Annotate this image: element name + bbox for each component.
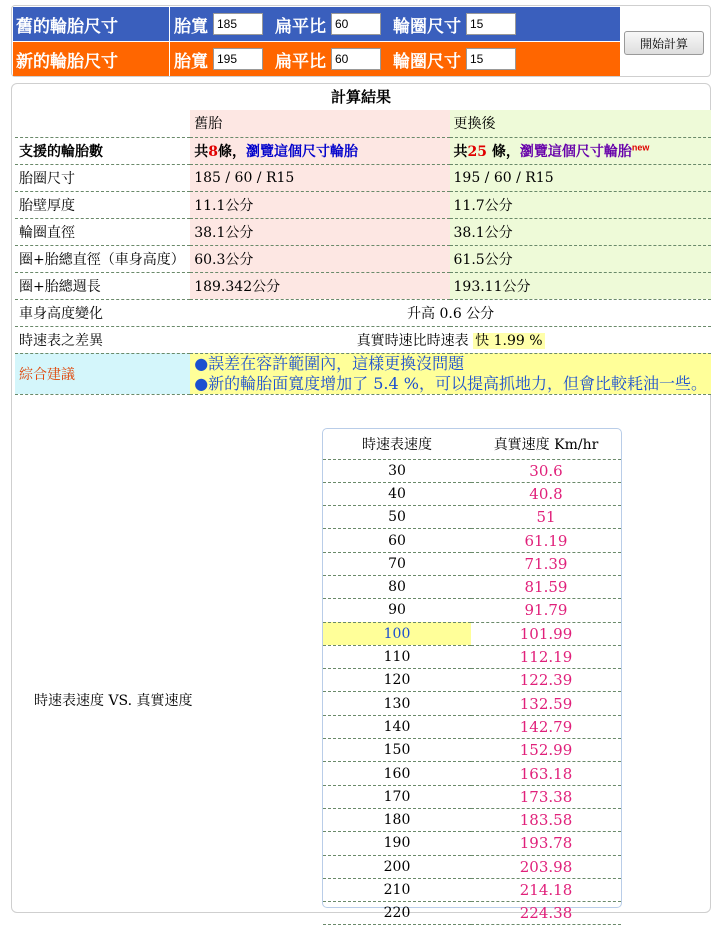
speed-meter-header: 時速表速度 <box>323 429 471 459</box>
speed-meter-value: 220 <box>323 902 471 925</box>
speed-meter-value: 40 <box>323 482 471 505</box>
support-old-count: 8 <box>208 143 218 160</box>
speed-meter-value: 60 <box>323 529 471 552</box>
row-label: 輪圈直徑 <box>15 218 190 245</box>
support-old-prefix: 共 <box>194 143 209 160</box>
result-header-row <box>15 110 711 137</box>
speed-meter-value: 160 <box>323 762 471 785</box>
row-label: 圈+胎總週長 <box>15 272 190 299</box>
old-tire-row <box>13 7 620 41</box>
speed-meter-value: 90 <box>323 599 471 622</box>
new-ratio-input[interactable] <box>331 48 381 70</box>
row-new-value: 38.1公分 <box>450 218 712 245</box>
speed-row <box>323 739 621 762</box>
speed-row <box>323 832 621 855</box>
table-row <box>15 245 711 272</box>
speedo-diff-prefix: 真實時速比時速表 <box>356 332 469 349</box>
speed-actual-value: 40.8 <box>471 482 621 505</box>
row-old-value: 60.3公分 <box>190 245 449 272</box>
row-label: 胎圈尺寸 <box>15 164 190 191</box>
speed-row <box>323 552 621 575</box>
speed-meter-value: 130 <box>323 692 471 715</box>
speed-row <box>323 482 621 505</box>
row-old-value: 185 / 60 / R15 <box>190 164 449 191</box>
calculate-button[interactable]: 開始計算 <box>624 31 704 55</box>
old-width-input[interactable] <box>213 13 263 35</box>
speed-row <box>323 599 621 622</box>
speedo-diff-label: 時速表之差異 <box>15 326 190 353</box>
old-tire-label: 舊的輪胎尺寸 <box>13 7 170 41</box>
speed-actual-value: 203.98 <box>471 855 621 878</box>
speed-actual-value: 142.79 <box>471 715 621 738</box>
speed-meter-value: 200 <box>323 855 471 878</box>
speed-row <box>323 715 621 738</box>
row-new-value: 11.7公分 <box>450 191 712 218</box>
height-change-label: 車身高度變化 <box>15 299 190 326</box>
speed-row <box>323 692 621 715</box>
speed-meter-value: 150 <box>323 739 471 762</box>
speed-row <box>323 506 621 529</box>
new-ratio-label: 扁平比 <box>275 51 326 72</box>
browse-new-size-link[interactable]: 瀏覽這個尺寸輪胎 <box>519 143 632 160</box>
table-row <box>15 272 711 299</box>
speed-actual-value: 71.39 <box>471 552 621 575</box>
speed-actual-value: 183.58 <box>471 808 621 831</box>
speed-table-body <box>323 459 621 925</box>
speed-row <box>323 762 621 785</box>
support-old-suffix: 條， <box>217 143 246 160</box>
speed-meter-value: 170 <box>323 785 471 808</box>
browse-old-size-link[interactable]: 瀏覽這個尺寸輪胎 <box>245 143 358 160</box>
col-new-header: 更換後 <box>450 110 712 137</box>
advice-line-2: ●新的輪胎面寬度增加了 5.4 %，可以提高抓地力，但會比較耗油一些。 <box>194 373 707 393</box>
old-rim-input[interactable] <box>466 13 516 35</box>
old-rim-label: 輪圈尺寸 <box>393 16 461 37</box>
support-new-suffix: 條， <box>486 143 520 160</box>
support-label: 支援的輪胎數 <box>15 137 190 164</box>
speed-meter-value: 30 <box>323 459 471 482</box>
speed-meter-value: 50 <box>323 506 471 529</box>
speed-row <box>323 529 621 552</box>
support-new-prefix: 共 <box>453 143 468 160</box>
row-label: 胎壁厚度 <box>15 191 190 218</box>
old-ratio-input[interactable] <box>331 13 381 35</box>
speed-row <box>323 459 621 482</box>
table-row <box>15 164 711 191</box>
speedo-diff-cell <box>190 326 711 353</box>
speed-meter-value: 180 <box>323 808 471 831</box>
new-tire-row <box>13 42 620 76</box>
speed-meter-value: 190 <box>323 832 471 855</box>
height-change-value: 升高 0.6 公分 <box>190 299 711 326</box>
speed-row <box>323 902 621 925</box>
speed-meter-value: 110 <box>323 645 471 668</box>
old-width-label: 胎寬 <box>174 16 208 37</box>
row-new-value: 193.11公分 <box>450 272 712 299</box>
speed-actual-value: 91.79 <box>471 599 621 622</box>
speed-meter-value: 140 <box>323 715 471 738</box>
speedo-diff-value: 快 1.99 % <box>475 332 543 349</box>
speed-meter-value: 210 <box>323 878 471 901</box>
new-badge: new <box>631 141 650 152</box>
speed-meter-value: 80 <box>323 575 471 598</box>
speed-actual-value: 81.59 <box>471 575 621 598</box>
speed-row <box>323 785 621 808</box>
speed-actual-value: 101.99 <box>471 622 621 645</box>
support-new <box>450 137 712 164</box>
speedo-diff-row <box>15 326 711 353</box>
table-row <box>15 191 711 218</box>
speed-actual-value: 132.59 <box>471 692 621 715</box>
old-ratio-label: 扁平比 <box>275 16 326 37</box>
row-old-value: 38.1公分 <box>190 218 449 245</box>
advice-label: 綜合建議 <box>15 353 190 394</box>
support-row <box>15 137 711 164</box>
speed-compare-label: 時速表速度 VS. 真實速度 <box>34 693 193 709</box>
speed-actual-header: 真實速度 Km/hr <box>471 429 621 459</box>
speed-row <box>323 622 621 645</box>
speed-actual-value: 112.19 <box>471 645 621 668</box>
speed-actual-value: 224.38 <box>471 902 621 925</box>
row-old-value: 11.1公分 <box>190 191 449 218</box>
speed-actual-value: 122.39 <box>471 669 621 692</box>
speed-table-box <box>322 428 622 923</box>
support-new-count: 25 <box>467 143 487 160</box>
new-rim-label: 輪圈尺寸 <box>393 51 461 72</box>
speed-row <box>323 808 621 831</box>
new-width-input[interactable] <box>213 48 263 70</box>
speed-actual-value: 214.18 <box>471 878 621 901</box>
speed-row <box>323 878 621 901</box>
speed-header-row <box>323 429 621 459</box>
speed-row <box>323 669 621 692</box>
speed-meter-value: 70 <box>323 552 471 575</box>
new-rim-input[interactable] <box>466 48 516 70</box>
col-old-header: 舊胎 <box>190 110 449 137</box>
speed-actual-value: 30.6 <box>471 459 621 482</box>
row-label: 圈+胎總直徑（車身高度） <box>15 245 190 272</box>
speed-actual-value: 152.99 <box>471 739 621 762</box>
speed-meter-value: 120 <box>323 669 471 692</box>
speed-actual-value: 173.38 <box>471 785 621 808</box>
tire-input-panel <box>11 5 711 77</box>
row-old-value: 189.342公分 <box>190 272 449 299</box>
speed-table <box>323 429 621 925</box>
row-new-value: 61.5公分 <box>450 245 712 272</box>
speed-row <box>323 575 621 598</box>
table-row <box>15 218 711 245</box>
result-table <box>15 110 711 395</box>
speed-actual-value: 61.19 <box>471 529 621 552</box>
speed-row <box>323 645 621 668</box>
advice-row <box>15 353 711 394</box>
advice-line-1: ●誤差在容許範圍內，這樣更換沒問題 <box>194 353 465 373</box>
speed-row <box>323 855 621 878</box>
height-change-row <box>15 299 711 326</box>
new-width-label: 胎寬 <box>174 51 208 72</box>
speed-actual-value: 163.18 <box>471 762 621 785</box>
result-title: 計算結果 <box>330 88 391 106</box>
support-old <box>190 137 449 164</box>
advice-text <box>190 353 711 394</box>
speed-actual-value: 193.78 <box>471 832 621 855</box>
speed-actual-value: 51 <box>471 506 621 529</box>
row-new-value: 195 / 60 / R15 <box>450 164 712 191</box>
speed-meter-value: 100 <box>323 622 471 645</box>
header-blank <box>15 110 190 137</box>
new-tire-label: 新的輪胎尺寸 <box>13 42 170 76</box>
